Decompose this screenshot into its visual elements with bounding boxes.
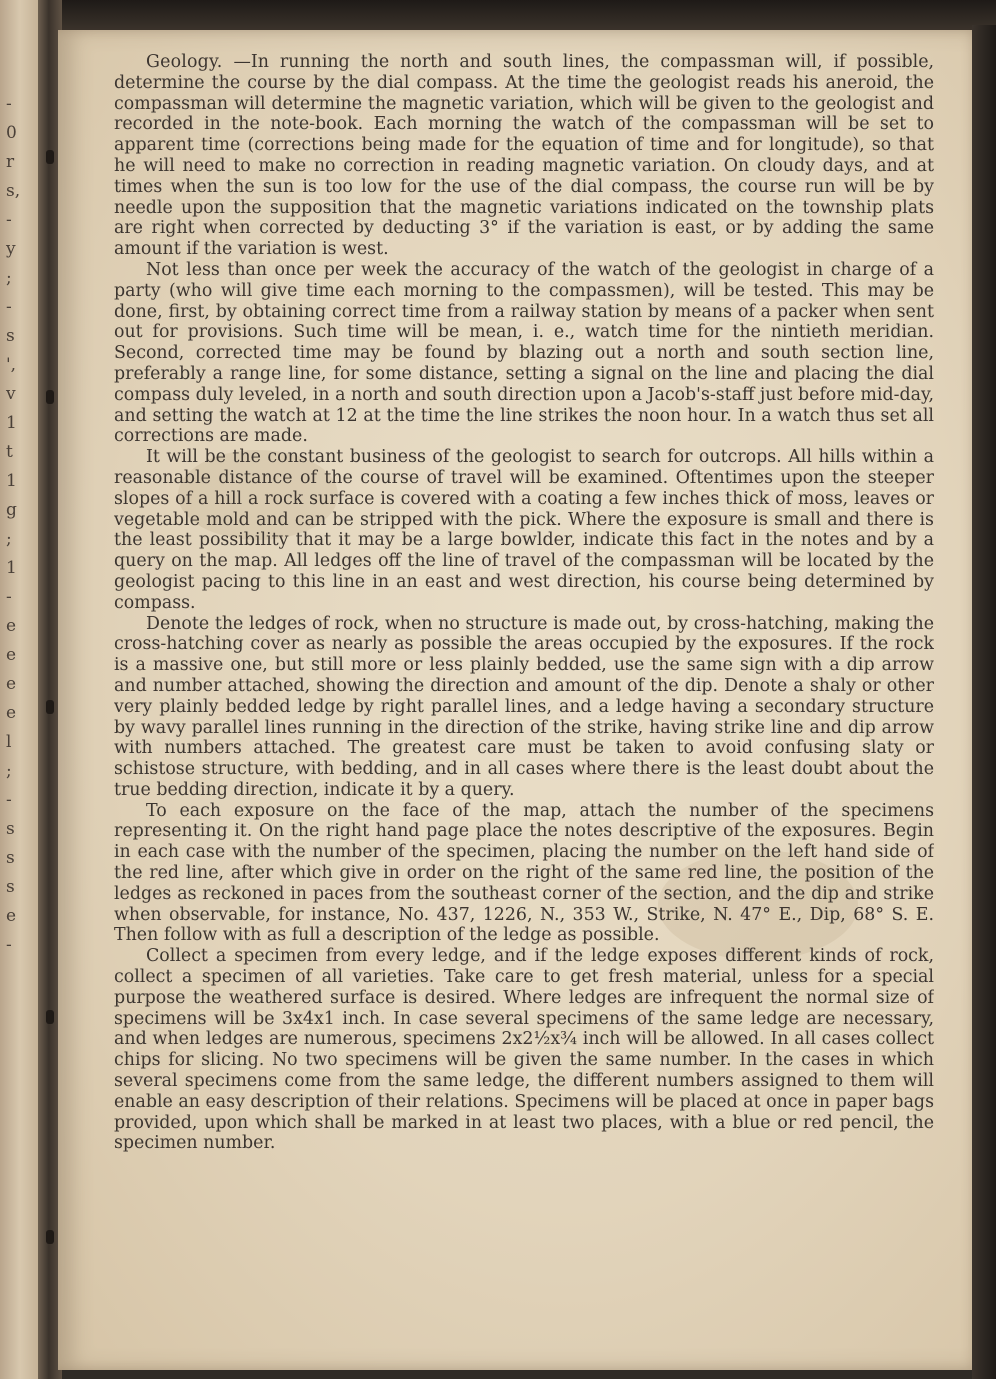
top-edge-shadow xyxy=(40,0,996,32)
page-text xyxy=(114,52,934,1342)
facing-letter: l xyxy=(6,732,12,752)
facing-letter: s, xyxy=(6,181,21,201)
facing-letter: 1 xyxy=(6,471,17,491)
paragraph xyxy=(114,52,934,260)
binding-stitch xyxy=(46,1010,54,1024)
facing-letter: g xyxy=(6,500,17,520)
facing-letter: 0 xyxy=(6,123,17,143)
binding-stitch xyxy=(46,150,54,164)
facing-letter: 1 xyxy=(6,413,17,433)
paragraph xyxy=(114,946,934,1154)
facing-letter: ', xyxy=(6,355,17,375)
section-heading: Geology. xyxy=(146,52,223,72)
binding-stitch xyxy=(46,1230,54,1244)
binding-stitch xyxy=(46,390,54,404)
facing-letter: e xyxy=(6,645,17,665)
page-right-edge xyxy=(972,25,996,1379)
facing-letter: - xyxy=(6,935,12,955)
facing-letter: r xyxy=(6,152,15,172)
paragraph xyxy=(114,614,934,801)
facing-letter: - xyxy=(6,210,12,230)
facing-letter: y xyxy=(6,239,16,259)
facing-letter: - xyxy=(6,790,12,810)
paragraph xyxy=(114,260,934,447)
facing-page-text xyxy=(6,90,26,960)
facing-letter: s xyxy=(6,877,15,897)
facing-letter: ; xyxy=(6,761,12,781)
facing-letter: e xyxy=(6,674,17,694)
facing-letter: s xyxy=(6,848,15,868)
facing-letter: s xyxy=(6,326,15,346)
facing-letter: v xyxy=(6,384,16,404)
facing-letter: - xyxy=(6,94,12,114)
facing-letter: s xyxy=(6,819,15,839)
paragraph-text: It will be the constant business of the geologist to search for outcrops. All hills within a reasonable distance of the course of travel will be examined. Oftentimes upon the steeper slopes of a hill a rock surface is covered with a coating a few inches thick of moss, leaves or vegetable mold and can be stripped with the pick. Where the exposure is small and there is the least possibility that it may be a large bowlder, indicate this fact in the notes and by a query on the map. All ledges off the line of travel of the compassman will be located by the geologist pacing to this line in an east and west direction, his course being determined by compass. xyxy=(114,447,934,613)
facing-letter: - xyxy=(6,297,12,317)
paragraph xyxy=(114,801,934,947)
facing-letter: e xyxy=(6,616,17,636)
paragraph-text: —In running the north and south lines, the compassman will, if possible, determine the course by the dial compass. At the time the geologist reads his aneroid, the compassman will determine the magnetic variation, which will be given to the geologist and recorded in the note-book. Each morning the watch of the compassman will be set to apparent time (corrections being made for the equation of time and for longitude), so that he will need to make no correction in reading magnetic variation. On cloudy days, and at times when the sun is too low for the use of the dial compass, the course run will be by needle upon the supposition that the magnetic variations indicated on the township plats are right when corrected by deducting 3° if the variation is east, or by adding the same amount if the variation is west. xyxy=(114,52,934,260)
facing-letter: - xyxy=(6,587,12,607)
facing-page-sliver xyxy=(0,0,40,1379)
binding-stitch xyxy=(46,700,54,714)
facing-letter: ; xyxy=(6,268,12,288)
facing-letter: 1 xyxy=(6,558,17,578)
paragraph-text: To each exposure on the face of the map, attach the number of the specimens representing it. On the right hand page place the notes descriptive of the exposures. Begin in each case with the number of the specimen, placing the number on the left hand side of the red line, after which give in order on the right of the same red line, the position of the ledges as reckoned in paces from the southeast corner of the section, and the dip and strike when observable, for instance, No. 437, 1226, N., 353 W., Strike, N. 47° E., Dip, 68° S. E. Then follow with as full a description of the ledge as possible. xyxy=(114,800,934,946)
paragraph xyxy=(114,447,934,613)
paragraph-text: Denote the ledges of rock, when no structure is made out, by cross-hatching, making the cross-hatching cover as nearly as possible the areas occupied by the exposures. If the rock is a massive one, but still more or less plainly bedded, use the same sign with a dip arrow and number attached, showing the direction and amount of the dip. Denote a shaly or other very plainly bedded ledge by right parallel lines, and a ledge having a secondary structure by wavy parallel lines running in the direction of the strike, having strike line and dip arrow with numbers attached. The greatest care must be taken to avoid confusing slaty or schistose structure, with bedding, and in all cases where there is the least doubt about the true bedding direction, indicate it by a query. xyxy=(114,613,934,800)
paragraph-text: Collect a specimen from every ledge, and if the ledge exposes different kinds of rock, collect a specimen of all varieties. Take care to get fresh material, unless for a special purpose the weathered surface is desired. Where ledges are infrequent the normal size of specimens will be 3x4x1 inch. In case several specimens of the same ledge are necessary, and when ledges are numerous, specimens 2x2½x¾ inch will be allowed. In all cases collect chips for slicing. No two specimens will be given the same number. In the cases in which several specimens come from the same ledge, the different numbers assigned to them will enable an easy description of their relations. Specimens will be placed at once in paper bags provided, upon which shall be marked in at least two places, with a blue or red pencil, the specimen number. xyxy=(114,946,934,1154)
facing-letter: t xyxy=(6,442,13,462)
facing-letter: ; xyxy=(6,529,12,549)
facing-letter: e xyxy=(6,906,17,926)
facing-letter: e xyxy=(6,703,17,723)
paragraph-text: Not less than once per week the accuracy of the watch of the geologist in charge of a party (who will give time each morning to the compassmen), will be tested. This may be done, first, by obtaining correct time from a railway station by means of a packer when sent out for provisions. Such time will be mean, i. e., watch time for the nintieth meridian. Second, corrected time may be found by blazing out a north and south section line, preferably a range line, for some distance, setting a signal on the line and placing the dial compass duly leveled, in a north and south direction upon a Jacob's-staff just before mid-day, and setting the watch at 12 at the time the line strikes the noon hour. In a watch thus set all corrections are made. xyxy=(114,259,934,447)
